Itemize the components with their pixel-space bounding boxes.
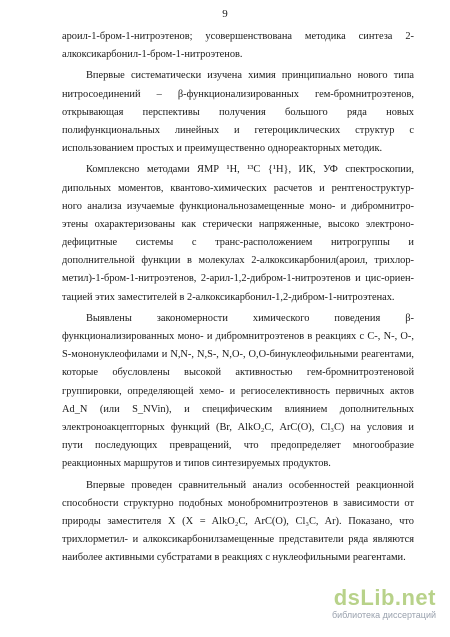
paragraph-4 bbox=[62, 310, 414, 474]
text-line: Впервые проведен сравнительный анализ особенностей реакционной bbox=[86, 479, 414, 491]
text-line: полифункциональных линейных и гетероциклических структур с bbox=[62, 124, 414, 136]
document-body bbox=[62, 28, 414, 567]
text-line: ного анализа изучаемые функциональнозамещенные моно- и дибромнитро- bbox=[62, 200, 414, 212]
text-line: функционализированных моно- и дибромнитроэтенов в реакциях с C-, N-, O-, bbox=[62, 331, 414, 342]
text-line: дефицитные системы с транс-расположением нитрогруппы и bbox=[62, 237, 414, 249]
watermark bbox=[331, 585, 436, 625]
text-line: Комплексно методами ЯМР ¹H, ¹³C {¹H}, ИК, УФ спектроскопии, bbox=[86, 164, 414, 176]
text-line: S-мононуклеофилами и N,N-, N,S-, N,O-, O,O-бинуклеофильными реагентами, bbox=[62, 349, 414, 361]
text-line: ароил-1-бром-1-нитроэтенов; усовершенствована методика синтеза 2- bbox=[62, 31, 414, 42]
paragraph-1 bbox=[62, 28, 414, 64]
text-line: способности структурно подобных монобромнитроэтенов в зависимости от bbox=[62, 497, 414, 509]
text-line: наиболее активными субстратами в реакциях с нуклеофильными реагентами. bbox=[62, 552, 406, 564]
text-line: нитросоединений – β-функционализированных гем-бромнитроэтенов, bbox=[62, 88, 414, 100]
text-line: этены охарактеризованы как стерически напряженные, высоко электроно- bbox=[62, 218, 414, 230]
text-line: группировки, определяющей хемо- и региоселективность первичных актов bbox=[62, 385, 414, 397]
text-line: метил)-1-бром-1-нитроэтенов, 2-арил-1,2-дибром-1-нитроэтенов и цис-ориен- bbox=[62, 273, 414, 285]
text-line: дипольных моментов, квантово-химических расчетов и рентгеноструктур- bbox=[62, 182, 414, 194]
text-line: природы заместителя X (X = AlkO₂C, ArC(O), Cl₃C, Ar). Показано, что bbox=[62, 515, 414, 527]
text-line: Ad_N (или S_NVin), и специфическим влиянием дополнительных bbox=[62, 403, 414, 415]
paragraph-3 bbox=[62, 161, 414, 307]
page-number: 9 bbox=[222, 8, 228, 20]
text-line: дополнительной функции в молекулах 2-алкоксикарбонил(ароил, трихлор- bbox=[62, 255, 414, 267]
paragraph-5 bbox=[62, 477, 414, 568]
text-line: алкоксикарбонил-1-бром-1-нитроэтенов. bbox=[62, 49, 243, 61]
text-line: трихлорметил- и алкоксикарбонилзамещенные представители ряда являются bbox=[62, 534, 414, 546]
text-line: реакционных маршрутов и типов синтезируемых продуктов. bbox=[62, 458, 331, 470]
watermark-title: dsLib.net bbox=[333, 585, 436, 610]
watermark-subtitle: библиотека диссертаций bbox=[331, 610, 436, 620]
paragraph-2 bbox=[62, 67, 414, 158]
text-line: которые обусловлены высокой активностью гем-бромнитроэтеновой bbox=[62, 367, 414, 379]
text-line: Выявлены закономерности химического поведения β- bbox=[86, 312, 414, 324]
text-line: использованием простых и преимущественно однореакторных методик. bbox=[62, 143, 383, 155]
text-line: электроноакцепторных функций (Br, AlkO₂C, ArC(O), Cl₃C) на условия и bbox=[62, 421, 414, 433]
text-line: Впервые систематически изучена химия принципиально нового типа bbox=[86, 70, 414, 82]
text-line: тацией этих заместителей в 2-алкоксикарбонил-1,2-дибром-1-нитроэтенах. bbox=[62, 291, 395, 303]
text-line: открывающая перспективы получения большого ряда новых bbox=[62, 106, 414, 118]
text-line: пути последующих превращений, что предопределяет многообразие bbox=[62, 440, 414, 452]
